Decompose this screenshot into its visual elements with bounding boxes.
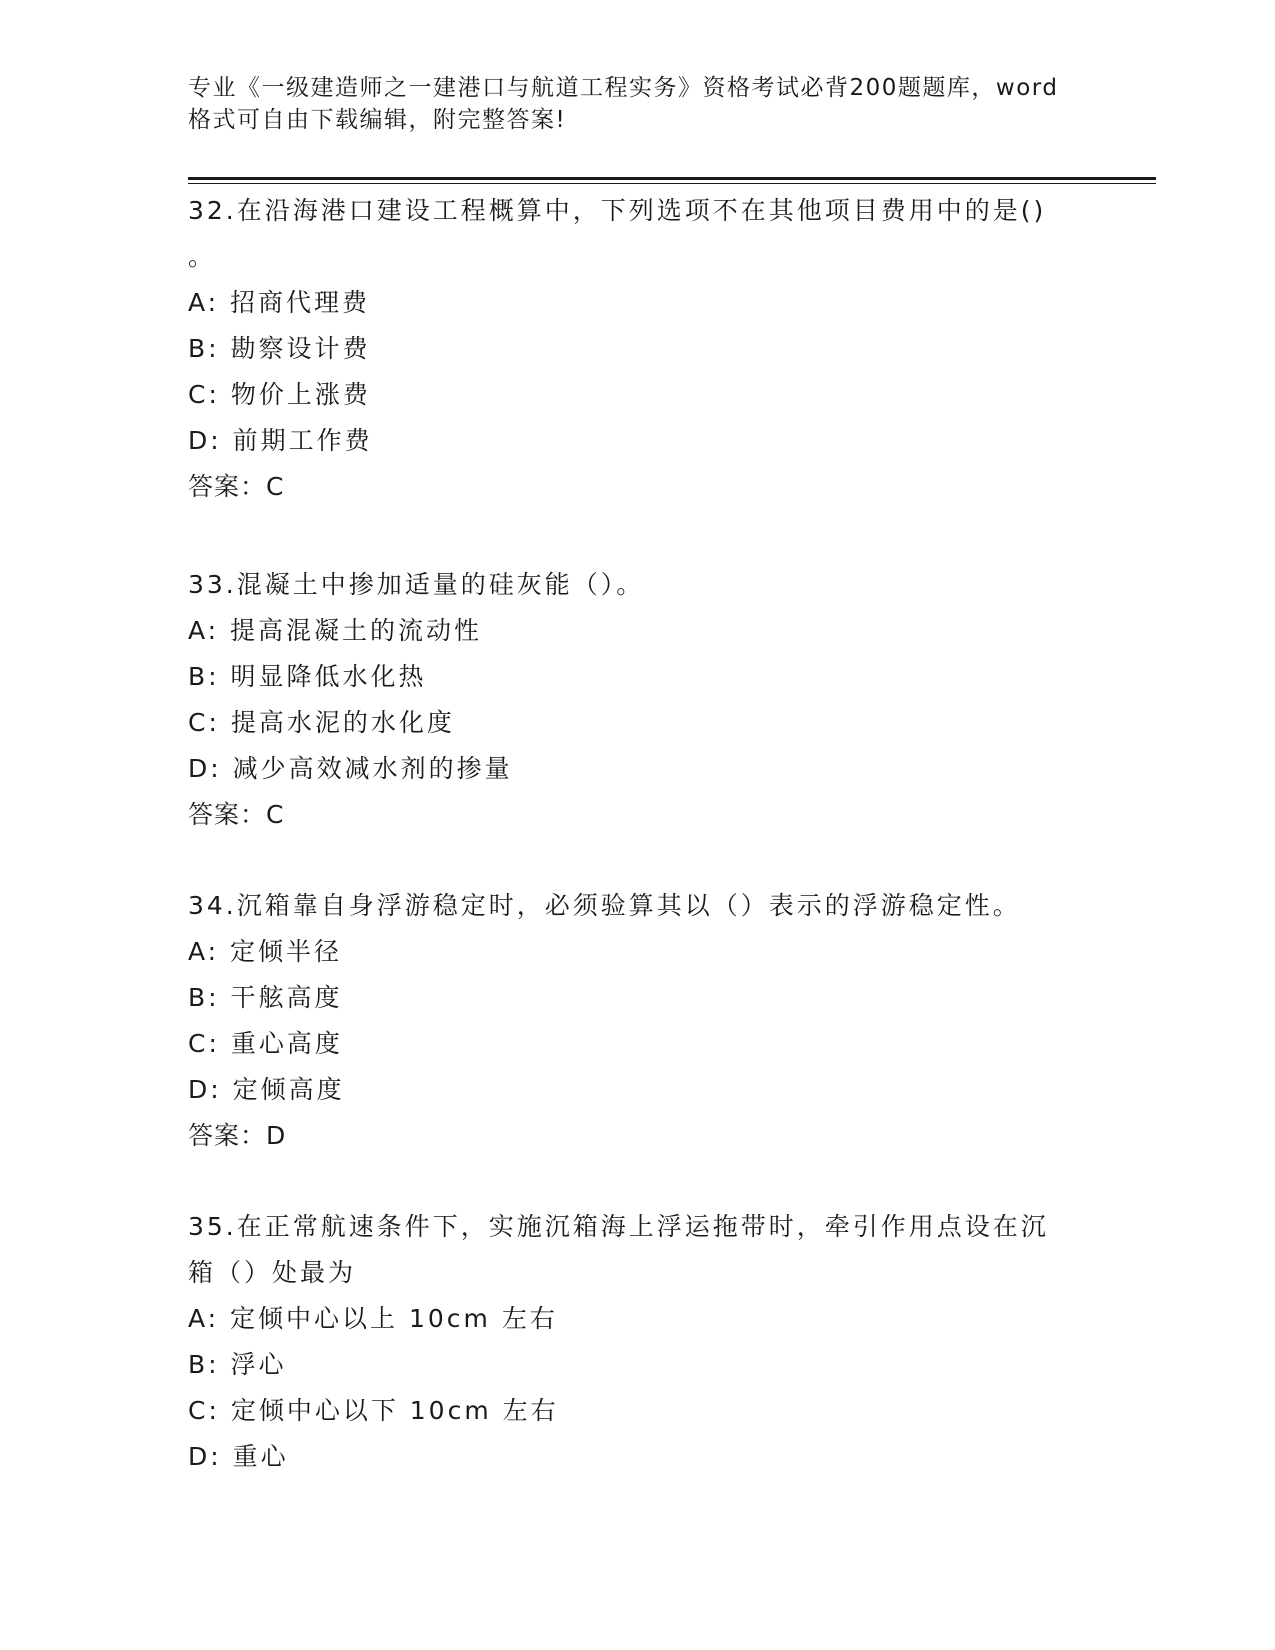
- question-stem-continued: 。: [188, 242, 217, 271]
- header-line-1: 专业《一级建造师之一建港口与航道工程实务》资格考试必背200题题库，word: [188, 75, 1059, 101]
- option-b: B: 浮心: [188, 1350, 287, 1379]
- question-stem: 35.在正常航速条件下，实施沉箱海上浮运拖带时，牵引作用点设在沉: [188, 1212, 1049, 1241]
- option-a: A: 提高混凝土的流动性: [188, 616, 483, 645]
- answer: 答案：D: [188, 1121, 287, 1150]
- option-b: B: 勘察设计费: [188, 334, 371, 363]
- option-d: D: 减少高效减水剂的掺量: [188, 754, 513, 783]
- answer: 答案：C: [188, 800, 285, 829]
- option-c: C: 提高水泥的水化度: [188, 708, 455, 737]
- option-d: D: 重心: [188, 1442, 289, 1471]
- option-c: C: 定倾中心以下 10cm 左右: [188, 1396, 559, 1425]
- option-b: B: 干舷高度: [188, 983, 343, 1012]
- question-35: [188, 1204, 1088, 1480]
- option-d: D: 定倾高度: [188, 1075, 345, 1104]
- question-stem-continued: 箱（）处最为: [188, 1258, 357, 1287]
- option-c: C: 重心高度: [188, 1029, 343, 1058]
- header-rule-thick: [188, 177, 1156, 180]
- option-d: D: 前期工作费: [188, 426, 373, 455]
- question-stem: 34.沉箱靠自身浮游稳定时，必须验算其以（）表示的浮游稳定性。: [188, 891, 1021, 920]
- question-33: [188, 562, 1088, 838]
- question-stem: 32.在沿海港口建设工程概算中，下列选项不在其他项目费用中的是(): [188, 196, 1047, 225]
- header-rule-thin: [188, 183, 1156, 184]
- option-b: B: 明显降低水化热: [188, 662, 427, 691]
- question-stem: 33.混凝土中掺加适量的硅灰能（）。: [188, 570, 645, 599]
- option-a: A: 定倾中心以上 10cm 左右: [188, 1304, 558, 1333]
- option-a: A: 招商代理费: [188, 288, 371, 317]
- header-line-2: 格式可自由下载编辑，附完整答案!: [188, 107, 567, 133]
- question-34: [188, 883, 1088, 1159]
- option-a: A: 定倾半径: [188, 937, 343, 966]
- question-32: [188, 188, 1088, 510]
- document-header: [188, 72, 1088, 136]
- answer: 答案：C: [188, 472, 285, 501]
- option-c: C: 物价上涨费: [188, 380, 371, 409]
